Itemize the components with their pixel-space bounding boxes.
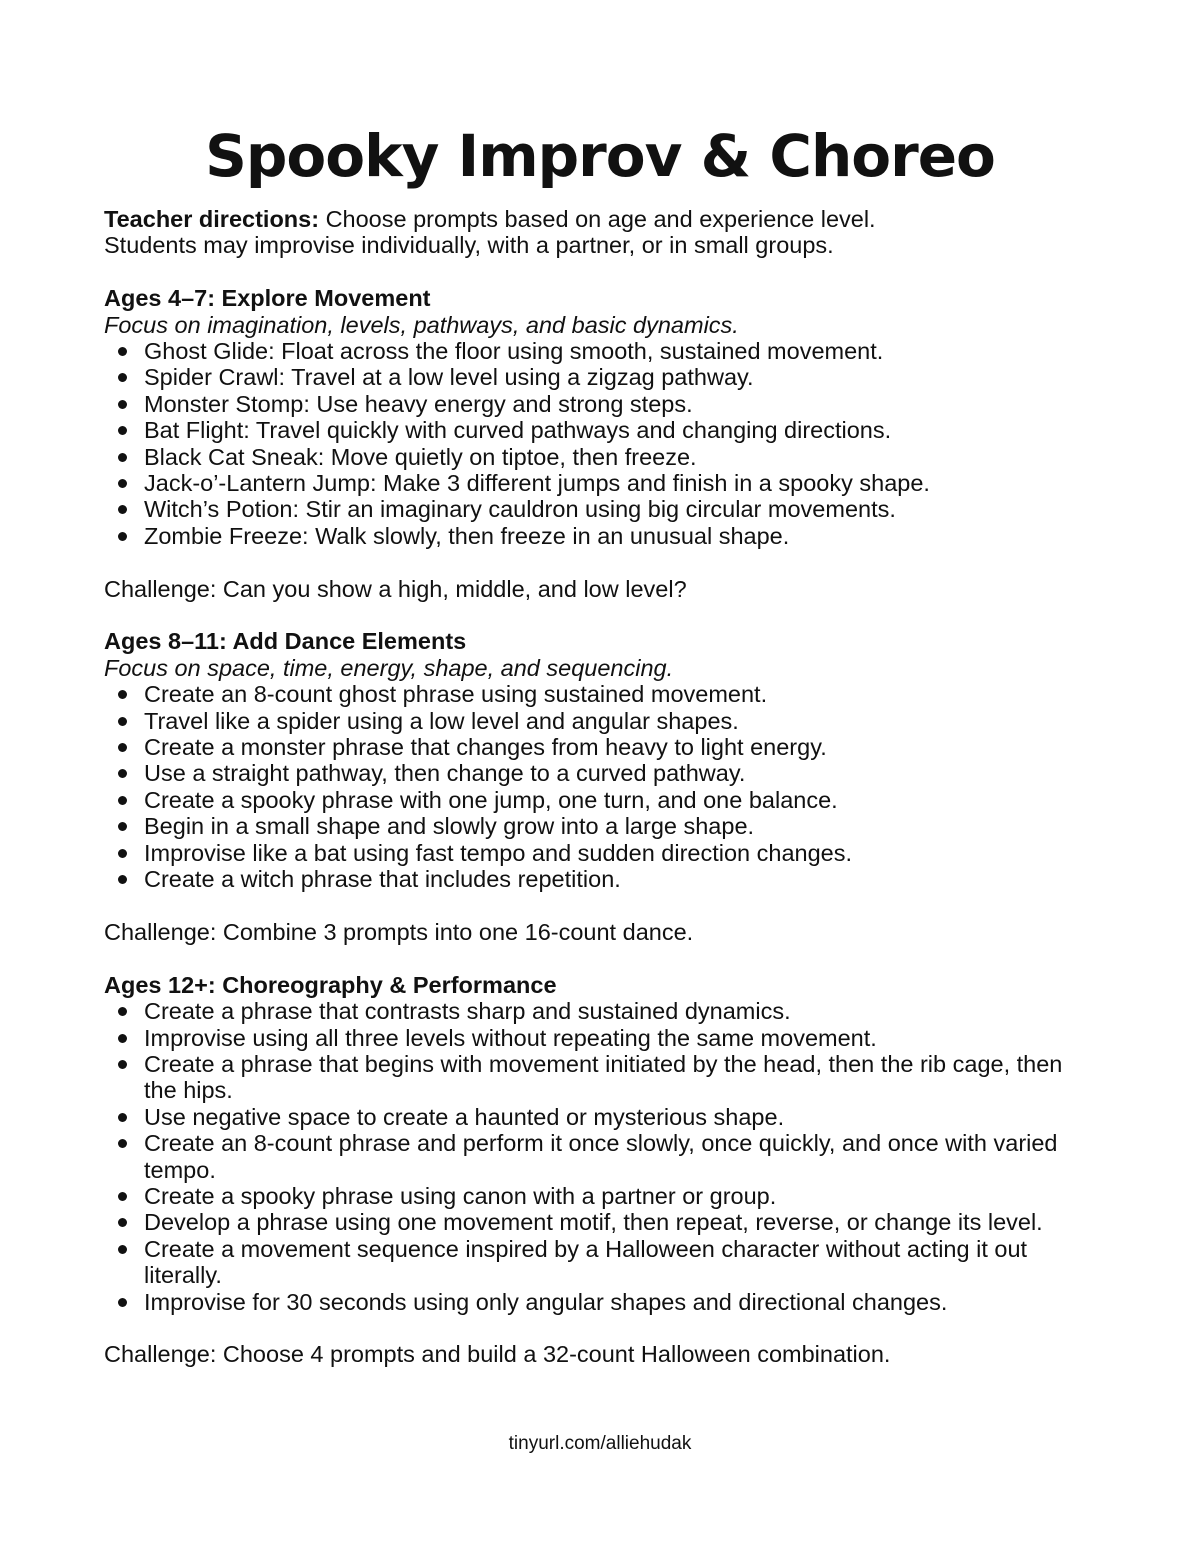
- prompt-text: Monster Stomp: Use heavy energy and strong steps.: [144, 390, 693, 417]
- prompt-text: Begin in a small shape and slowly grow into a large shape.: [144, 813, 755, 840]
- prompt-item: [144, 1209, 1096, 1235]
- prompt-item: [144, 734, 1096, 760]
- prompt-item: [144, 496, 1096, 522]
- prompt-text: Create an 8-count phrase and perform it once slowly, once quickly, and once with varied tempo.: [144, 1130, 1058, 1183]
- prompt-item: [144, 1025, 1096, 1051]
- prompt-text: Use a straight pathway, then change to a curved pathway.: [144, 760, 746, 787]
- section-heading: Ages 12+: Choreography & Performance: [104, 971, 557, 998]
- prompt-item: [144, 364, 1096, 390]
- bullet-icon: [118, 1245, 127, 1254]
- prompt-item: [144, 444, 1096, 470]
- bullet-icon: [118, 373, 127, 382]
- footer-link-text: tinyurl.com/alliehudak: [508, 1433, 692, 1454]
- bullet-icon: [118, 875, 127, 884]
- teacher-directions-label: Teacher directions:: [104, 206, 320, 232]
- prompt-text: Improvise using all three levels without repeating the same movement.: [144, 1024, 877, 1051]
- teacher-directions-text-1: Choose prompts based on age and experience level.: [319, 206, 876, 232]
- prompt-item: [144, 338, 1096, 364]
- prompt-text: Ghost Glide: Float across the floor using smooth, sustained movement.: [144, 338, 884, 365]
- prompt-item: [144, 866, 1096, 892]
- teacher-directions-text-2: Students may improvise individually, with a partner, or in small groups.: [104, 232, 834, 259]
- bullet-icon: [118, 426, 127, 435]
- bullet-icon: [118, 1218, 127, 1227]
- section-subtitle: Focus on imagination, levels, pathways, and basic dynamics.: [104, 311, 739, 338]
- challenge-text: Challenge: Can you show a high, middle, and low level?: [104, 575, 687, 602]
- section-heading: Ages 4–7: Explore Movement: [104, 285, 431, 312]
- bullet-icon: [118, 849, 127, 858]
- prompt-list: [104, 681, 1096, 892]
- prompt-item: [144, 391, 1096, 417]
- bullet-icon: [118, 1139, 127, 1148]
- prompt-text: Create a phrase that begins with movement initiated by the head, then the rib cage, then the hips.: [144, 1050, 1063, 1104]
- prompt-text: Improvise like a bat using fast tempo and sudden direction changes.: [144, 839, 853, 866]
- prompt-text: Black Cat Sneak: Move quietly on tiptoe, then freeze.: [144, 443, 697, 470]
- prompt-item: [144, 1236, 1096, 1289]
- prompt-item: [144, 417, 1096, 443]
- bullet-icon: [118, 690, 127, 699]
- prompt-text: Use negative space to create a haunted or mysterious shape.: [144, 1103, 785, 1130]
- prompt-text: Witch’s Potion: Stir an imaginary cauldron using big circular movements.: [144, 496, 896, 523]
- prompt-item: [144, 998, 1096, 1024]
- section-ages-12-plus: [104, 972, 1096, 1368]
- challenge-text: Challenge: Choose 4 prompts and build a 32-count Halloween combination.: [104, 1341, 891, 1368]
- prompt-text: Create a monster phrase that changes from heavy to light energy.: [144, 734, 827, 761]
- bullet-icon: [118, 1192, 127, 1201]
- prompt-item: [144, 813, 1096, 839]
- prompt-text: Spider Crawl: Travel at a low level using a zigzag pathway.: [144, 364, 754, 391]
- prompt-item: [144, 1289, 1096, 1315]
- bullet-icon: [118, 796, 127, 805]
- prompt-text: Create a witch phrase that includes repetition.: [144, 866, 621, 893]
- prompt-item: [144, 760, 1096, 786]
- bullet-icon: [118, 743, 127, 752]
- bullet-icon: [118, 717, 127, 726]
- prompt-text: Create a movement sequence inspired by a Halloween character without acting it out literally.: [144, 1235, 1028, 1289]
- prompt-item: [144, 787, 1096, 813]
- section-ages-8-11: [104, 628, 1096, 945]
- bullet-icon: [118, 453, 127, 462]
- challenge-text: Challenge: Combine 3 prompts into one 16-count dance.: [104, 918, 694, 945]
- section-heading: Ages 8–11: Add Dance Elements: [104, 628, 467, 655]
- bullet-icon: [118, 400, 127, 409]
- prompt-item: [144, 708, 1096, 734]
- prompt-text: Jack-o’-Lantern Jump: Make 3 different jumps and finish in a spooky shape.: [144, 470, 930, 497]
- page-title: Spooky Improv & Choreo: [205, 122, 995, 190]
- prompt-text: Create a spooky phrase using canon with a partner or group.: [144, 1182, 777, 1209]
- teacher-directions: [104, 206, 1096, 259]
- prompt-text: Improvise for 30 seconds using only angular shapes and directional changes.: [144, 1288, 948, 1315]
- bullet-icon: [118, 769, 127, 778]
- section-subtitle: Focus on space, time, energy, shape, and sequencing.: [104, 654, 674, 681]
- prompt-item: [144, 840, 1096, 866]
- prompt-item: [144, 470, 1096, 496]
- prompt-text: Create a phrase that contrasts sharp and sustained dynamics.: [144, 998, 791, 1025]
- bullet-icon: [118, 1113, 127, 1122]
- prompt-text: Bat Flight: Travel quickly with curved pathways and changing directions.: [144, 417, 892, 444]
- section-ages-4-7: [104, 285, 1096, 602]
- prompt-text: Zombie Freeze: Walk slowly, then freeze in an unusual shape.: [144, 522, 790, 549]
- bullet-icon: [118, 347, 127, 356]
- bullet-icon: [118, 505, 127, 514]
- prompt-text: Travel like a spider using a low level and angular shapes.: [144, 707, 739, 734]
- prompt-item: [144, 1104, 1096, 1130]
- prompt-item: [144, 523, 1096, 549]
- bullet-icon: [118, 532, 127, 541]
- prompt-text: Create an 8-count ghost phrase using sustained movement.: [144, 681, 768, 708]
- bullet-icon: [118, 1060, 127, 1069]
- prompt-item: [144, 681, 1096, 707]
- bullet-icon: [118, 479, 127, 488]
- bullet-icon: [118, 1007, 127, 1016]
- prompt-item: [144, 1051, 1096, 1104]
- prompt-text: Develop a phrase using one movement motif, then repeat, reverse, or change its level.: [144, 1209, 1043, 1236]
- prompt-list: [104, 338, 1096, 549]
- bullet-icon: [118, 822, 127, 831]
- prompt-list: [104, 998, 1096, 1315]
- bullet-icon: [118, 1034, 127, 1043]
- bullet-icon: [118, 1298, 127, 1307]
- prompt-item: [144, 1183, 1096, 1209]
- prompt-text: Create a spooky phrase with one jump, one turn, and one balance.: [144, 786, 838, 813]
- prompt-item: [144, 1130, 1096, 1183]
